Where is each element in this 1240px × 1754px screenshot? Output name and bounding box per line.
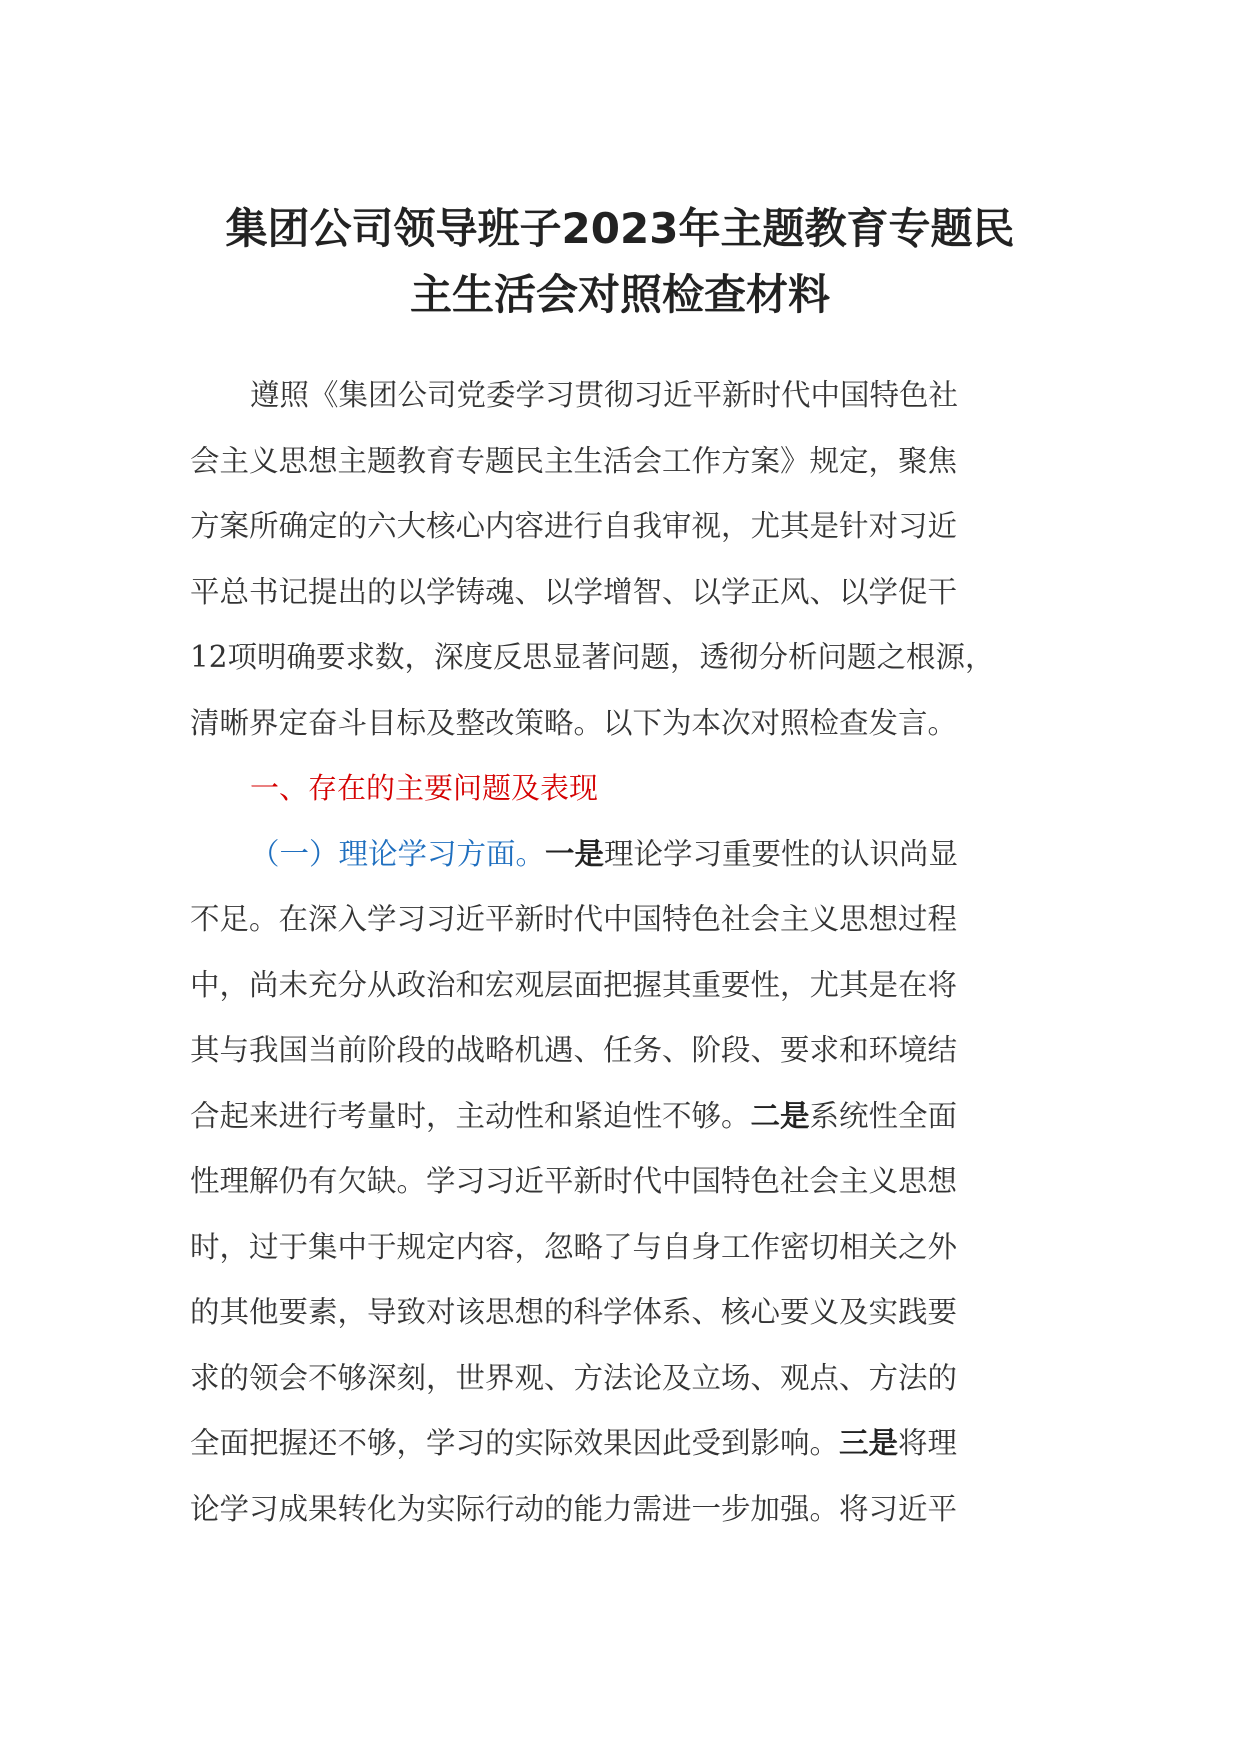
- sub-heading-theory: （一）理论学习方面。: [250, 836, 546, 871]
- document-title: [150, 196, 1090, 328]
- sub-line-11: 论学习成果转化为实际行动的能力需进一步加强。将习近平: [190, 1491, 958, 1526]
- sub-line-1: [190, 822, 1060, 888]
- intro-line-1: 遵照《集团公司党委学习贯彻习近平新时代中国特色社: [250, 378, 959, 412]
- sub-line-10: [190, 1411, 1060, 1477]
- sub-line-5-post: 系统性全面: [809, 1098, 958, 1133]
- sub-line-10-pre: 全面把握还不够，学习的实际效果因此受到影响。: [190, 1426, 840, 1460]
- sub-line-7: 时，过于集中于规定内容，忽略了与自身工作密切相关之外: [190, 1229, 958, 1264]
- sub-line-2: 不足。在深入学习习近平新时代中国特色社会主义思想过程: [190, 902, 958, 936]
- title-line-1: 集团公司领导班子2023年主题教育专题民: [225, 204, 1015, 253]
- sub-line-6: 性理解仍有欠缺。学习习近平新时代中国特色社会主义思想: [190, 1164, 958, 1198]
- title-line-2: 主生活会对照检查材料: [409, 270, 830, 319]
- intro-line-4: 平总书记提出的以学铸魂、以学增智、以学正风、以学促干: [190, 574, 958, 609]
- sub-line-5-pre: 合起来进行考量时，主动性和紧迫性不够。: [190, 1098, 751, 1133]
- section-heading-1: 一、存在的主要问题及表现: [250, 771, 599, 805]
- sub-line-4: 其与我国当前阶段的战略机遇、任务、阶段、要求和环境结: [190, 1033, 958, 1067]
- sub-line-1-text: 理论学习重要性的认识尚显: [604, 836, 959, 871]
- intro-line-2: 会主义思想主题教育专题民主生活会工作方案》规定，聚焦: [190, 443, 958, 478]
- sub-line-10-post: 将理: [898, 1426, 958, 1460]
- marker-two: 二是: [750, 1098, 810, 1133]
- marker-one: 一是: [545, 836, 605, 871]
- intro-line-3: 方案所确定的六大核心内容进行自我审视，尤其是针对习近: [190, 509, 958, 543]
- sub-line-3: 中，尚未充分从政治和宏观层面把握其重要性，尤其是在将: [190, 967, 958, 1002]
- document-body: [190, 363, 1060, 1542]
- intro-line-5: 12项明确要求数，深度反思显著问题，透彻分析问题之根源，: [190, 640, 995, 674]
- sub-line-8: 的其他要素，导致对该思想的科学体系、核心要义及实践要: [190, 1295, 958, 1329]
- sub-line-9: 求的领会不够深刻，世界观、方法论及立场、观点、方法的: [190, 1360, 958, 1395]
- marker-three: 三是: [839, 1426, 899, 1460]
- intro-line-6: 清晰界定奋斗目标及整改策略。以下为本次对照检查发言。: [190, 705, 958, 740]
- sub-line-5: [190, 1084, 1060, 1150]
